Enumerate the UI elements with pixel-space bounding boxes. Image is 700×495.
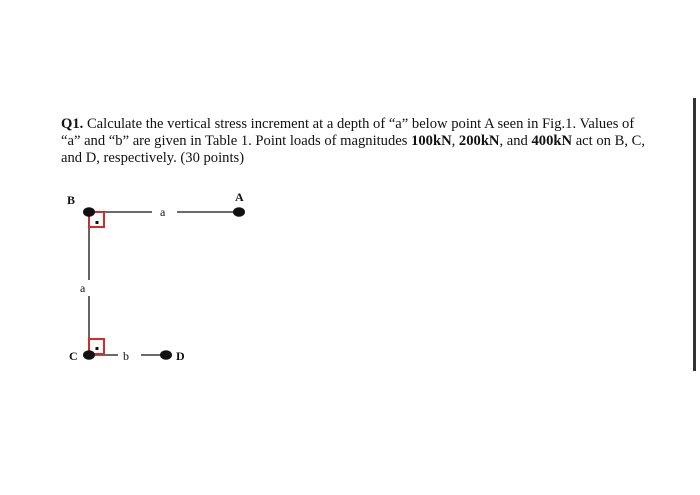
point-label-c: C: [69, 349, 78, 363]
load-point-d-icon: [160, 350, 172, 360]
point-label-d: D: [176, 349, 185, 363]
right-angle-dot-b: [96, 221, 99, 224]
load-400kn: 400kN: [531, 133, 573, 149]
question-text-part2: act on B, C, and D, respectively. (30 points): [61, 133, 646, 166]
load-200kn: 200kN: [458, 133, 500, 149]
point-label-b: B: [67, 193, 76, 207]
question-text-part1: Calculate the vertical stress increment at a depth of “a” below point A seen in Fig.1. Values of “a” and “b” are given in Table 1. Point loads of magnitudes: [61, 116, 635, 149]
point-label-a: A: [235, 190, 244, 204]
question-number: Q1.: [61, 116, 84, 132]
separator-1: ,: [451, 133, 459, 149]
load-100kn: 100kN: [411, 133, 452, 149]
dimension-label-left-a: a: [80, 281, 86, 295]
separator-2: , and: [499, 133, 532, 149]
dimension-label-bottom-b: b: [123, 349, 129, 363]
load-point-c-icon: [83, 350, 95, 360]
load-point-b-icon: [83, 207, 95, 217]
load-point-a-icon: [233, 207, 245, 217]
right-angle-dot-c: [96, 347, 99, 350]
dimension-label-top-a: a: [160, 205, 166, 219]
